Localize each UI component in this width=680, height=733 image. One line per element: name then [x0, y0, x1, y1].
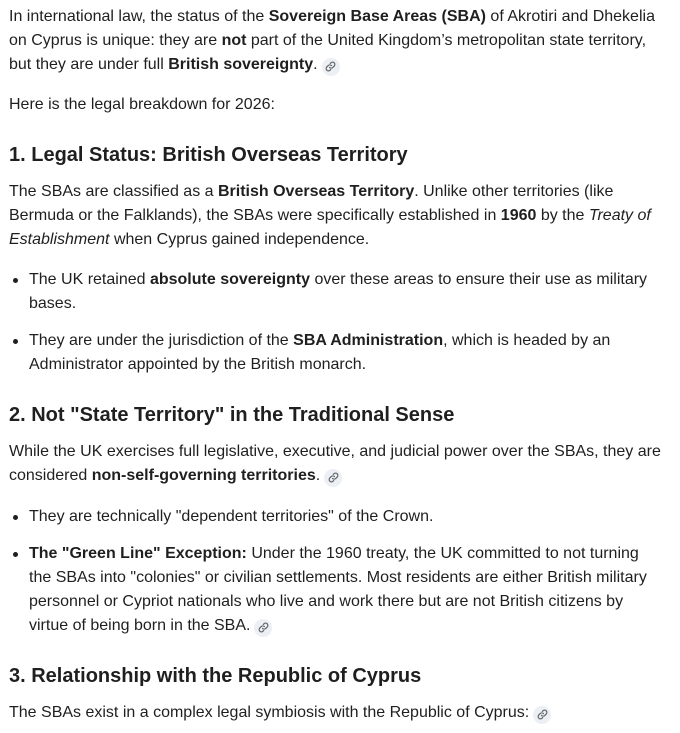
text: over these areas to ensure their use as military bases.: [29, 271, 648, 312]
text: They are technically "dependent territories" of the Crown.: [29, 508, 434, 525]
list-item: [9, 329, 664, 377]
source-link-button[interactable]: [254, 619, 272, 637]
link-icon: [258, 622, 269, 633]
section-heading: 3. Relationship with the Republic of Cyprus: [9, 665, 422, 687]
section-heading: 2. Not "State Territory" in the Traditional Sense: [9, 404, 455, 426]
source-link-button[interactable]: [324, 469, 342, 487]
text: While the UK exercises full legislative, executive, and judicial power over the SBAs, they are considered: [9, 443, 661, 484]
link-icon: [328, 472, 339, 483]
list-item: [9, 542, 664, 638]
section-heading: 1. Legal Status: British Overseas Territory: [9, 144, 408, 166]
text: of Akrotiri and Dhekelia on Cyprus is unique: they are: [9, 8, 655, 49]
text: The SBAs are classified as a: [9, 183, 218, 200]
bold-text: SBA Administration: [293, 332, 444, 349]
bold-text: British sovereignty: [168, 56, 314, 73]
italic-text: Treaty of Establishment: [9, 207, 651, 248]
text: The UK retained: [29, 271, 150, 288]
text: The SBAs exist in a complex legal symbiosis with the Republic of Cyprus:: [9, 704, 530, 721]
lead-paragraph: Here is the legal breakdown for 2026:: [9, 96, 275, 113]
bullet-list: [9, 268, 664, 377]
section-paragraph: [9, 180, 664, 252]
text: .: [315, 467, 321, 484]
text: . Unlike other territories (like Bermuda or the Falklands), the SBAs were specifically established in: [9, 183, 614, 224]
text: when Cyprus gained independence.: [109, 231, 370, 248]
list-item: [9, 505, 664, 529]
list-item: [9, 268, 664, 316]
source-link-button[interactable]: [533, 706, 551, 724]
bullet-list: [9, 505, 664, 638]
bold-text: non-self-governing territories: [91, 467, 316, 484]
bold-text: The "Green Line" Exception:: [29, 545, 247, 562]
text: , which is headed by an Administrator appointed by the British monarch.: [29, 332, 611, 373]
section-paragraph: [9, 440, 664, 488]
text: by the: [536, 207, 589, 224]
bold-text: British Overseas Territory: [217, 183, 415, 200]
link-icon: [537, 709, 548, 720]
bold-text: 1960: [500, 207, 537, 224]
text: In international law, the status of the: [9, 8, 269, 25]
bold-text: Sovereign Base Areas (SBA): [268, 8, 486, 25]
text: They are under the jurisdiction of the: [29, 332, 294, 349]
source-link-button[interactable]: [322, 58, 340, 76]
link-icon: [325, 61, 336, 72]
intro-paragraph: [9, 5, 664, 77]
text: part of the United Kingdom’s metropolitan state territory, but they are under full: [9, 32, 647, 73]
bold-text: absolute sovereignty: [149, 271, 310, 288]
text: .: [313, 56, 318, 73]
text: Under the 1960 treaty, the UK committed to not turning the SBAs into "colonies" or civilian settlements. Most residents are either British military personnel or Cypriot nationals who live and work there but are not British citizens by virtue of being born in the SBA.: [29, 545, 647, 634]
bold-text: not: [221, 32, 247, 49]
section-paragraph: [9, 701, 664, 725]
